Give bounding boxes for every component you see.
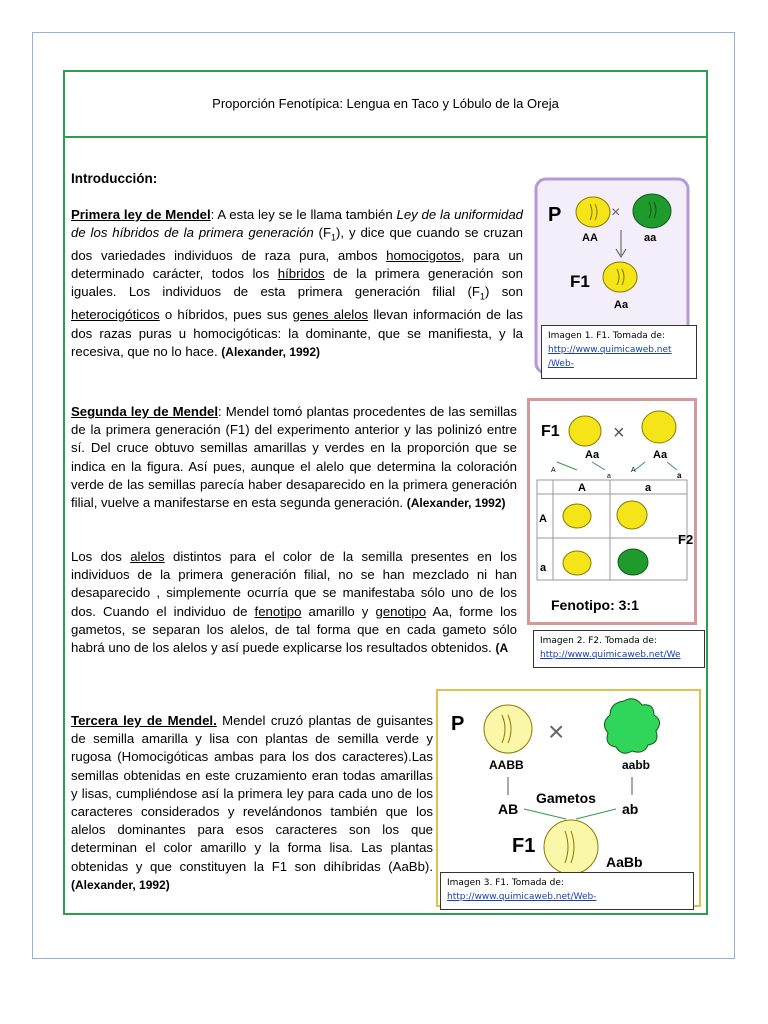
p3-text-3: amarillo y [301, 603, 376, 619]
fig2-col-a: a [645, 482, 652, 494]
fig3-aabb-label: aabb [622, 758, 651, 772]
figure-1-caption [541, 325, 697, 379]
fig2-source-link[interactable]: http://www.quimicaweb.net/We [540, 650, 681, 660]
yellow-seed-icon [563, 504, 591, 528]
green-seed-icon [633, 194, 671, 228]
p1-text-4: , para un determinado carácter, todos los [71, 248, 523, 282]
fig1-source-link[interactable]: http://www.quimicaweb.net [548, 345, 672, 355]
p3-text-1: Los dos [71, 549, 131, 564]
cross-icon: × [613, 422, 625, 444]
first-law-heading: Primera ley de Mendel [71, 207, 211, 222]
p3-citation: (A [495, 641, 509, 656]
fig2-col-A: A [578, 482, 586, 494]
fig1-f1-label: F1 [570, 272, 590, 291]
p2-citation: (Alexander, 1992) [406, 496, 506, 511]
p1-text-8: llevan información de las dos razas puras u homocigóticas: la dominante, que se manifiesta, y la recesiva, que no lo hace. [71, 307, 523, 359]
fig3-gametos: Gametos [536, 790, 596, 806]
yellow-seed-icon [642, 411, 676, 443]
yellow-seed-icon [569, 416, 601, 446]
fig2-fenotipo: Fenotipo: 3:1 [551, 597, 639, 613]
yellow-seed-icon [603, 262, 637, 292]
term-heterocigoticos: heterocigóticos [71, 307, 160, 323]
fig3-p-label: P [451, 713, 465, 735]
figure-3-caption [440, 872, 694, 910]
yellow-round-seed-icon [544, 820, 598, 874]
yellow-seed-icon [617, 501, 647, 529]
document-title-text: Proporción Fenotípica: Lengua en Taco y Lóbulo de la Oreja [212, 95, 559, 111]
paragraph-second-law [71, 403, 517, 512]
fig3-source-link[interactable]: http://www.quimicaweb.net/Web- [447, 892, 597, 902]
paragraph-alelos [71, 548, 517, 657]
fig3-AaBb-label: AaBb [606, 854, 643, 870]
p1-emphasis: Ley de la uniformidad de los híbridos de la primera generación [71, 207, 523, 241]
figure-2-caption [533, 630, 705, 668]
p1-sub-2: 1 [479, 292, 485, 303]
fig2-f2-label: F2 [678, 532, 694, 547]
fig2-f1-label: F1 [541, 423, 560, 440]
term-fenotipo: fenotipo [254, 603, 302, 619]
yellow-seed-icon [576, 197, 610, 227]
fig1-AA-label: AA [582, 232, 598, 244]
fig3-ab-label: ab [622, 801, 639, 817]
cross-icon: × [611, 204, 621, 221]
fig2-gamete-1: A [551, 467, 556, 474]
fig2-caption-text: Imagen 2. F2. Tomada de: [540, 636, 657, 646]
fig1-Aa-label: Aa [614, 299, 629, 311]
yellow-round-seed-icon [484, 705, 532, 753]
yellow-seed-icon [563, 551, 591, 575]
fig2-row-A: A [539, 513, 547, 525]
p4-text-1: Mendel cruzó plantas de guisantes de semilla amarilla y lisa con plantas de semilla verde y rugosa (Homocigóticas ambas para los dos caracteres).Las semillas obtenidas en este cruzamiento eran todas amarillas y lisas, cumpliéndose así la primera ley para cada uno de los caracteres considerados y revelándonos también que los alelos dominantes para esos caracteres son los que determinan el color amarillo y la forma lisa. Las plantas obtenidas y que constituyen la F1 son dihíbridas (AaBb). [71, 713, 434, 874]
fig1-caption-text: Imagen 1. F1. Tomada de: [548, 331, 665, 341]
p1-text-6: ) son [484, 284, 523, 300]
second-law-heading: Segunda ley de Mendel [71, 404, 219, 419]
figure-2 [527, 398, 697, 626]
p1-text-1: : A esta ley se le llama también [210, 207, 397, 222]
term-alelos: alelos [130, 549, 165, 564]
fig2-gamete-2: a [607, 473, 611, 480]
paragraph-third-law [71, 712, 433, 894]
fig2-Aa-right: Aa [653, 449, 668, 461]
fig1-p-label: P [548, 204, 562, 226]
p4-citation: (Alexander, 1992) [71, 877, 170, 892]
third-law-heading: Tercera ley de Mendel. [71, 713, 217, 728]
p1-text-3: ), y dice que cuando se cruzan dos variedades individuos de raza pura, ambos [71, 225, 523, 264]
figure-2-diagram [527, 398, 697, 626]
term-genes-alelos: genes alelos [292, 307, 369, 323]
p3-text-2: distintos para el color de la semilla presentes en los individuos de la primera generación filial, no se han mezclado ni han desaparecido , simplemente ocurría que se manifestaba sólo uno de los dos. Cuando el individuo de [71, 549, 517, 619]
fig3-AB-label: AB [498, 801, 519, 817]
term-homocigotos: homocigotos [386, 248, 461, 264]
document-title [63, 70, 708, 138]
fig1-aa-label: aa [644, 232, 657, 244]
p2-text-1: : Mendel tomó plantas procedentes de las semillas de la primera generación (F1) del experimento anterior y las polinizó entre sí. Del cruce obtuvo semillas amarillas y verdes en la proporción que se indica en la figura. Así pues, aunque el alelo que determina la coloración verde de las semillas parecía haber desaparecido en la primera generación filial, vuelve a manifestarse en esta segunda generación. [71, 404, 517, 511]
fig3-f1-label: F1 [512, 835, 536, 857]
fig2-row-a: a [540, 562, 547, 574]
green-seed-icon [618, 549, 648, 575]
term-genotipo: genotipo [375, 603, 427, 619]
p1-text-7: o híbridos, pues sus [159, 307, 293, 323]
fig2-Aa-left: Aa [585, 449, 600, 461]
fig3-AABB-label: AABB [489, 758, 524, 772]
p3-text-4: Aa, forme los gametos, se separan los alelos, de tal forma que en cada gameto sólo habrá uno de los alelos y así puede explicarse los resultados obtenidos. [71, 603, 517, 656]
cross-icon: × [548, 716, 565, 747]
term-hibridos: híbridos [277, 266, 325, 282]
paragraph-first-law [71, 206, 523, 361]
fig1-source-link-cont[interactable]: /Web- [548, 359, 574, 369]
p1-text-2: (F [313, 225, 332, 241]
p1-citation: (Alexander, 1992) [221, 344, 321, 359]
fig2-gamete-3: A [631, 467, 636, 474]
fig3-caption-text: Imagen 3. F1. Tomada de: [447, 878, 564, 888]
intro-heading: Introducción: [71, 171, 158, 186]
p1-sub-1: 1 [331, 232, 337, 243]
fig2-gamete-4: a [677, 471, 682, 480]
p1-text-5: de la primera generación son iguales. Los individuos de esta primera generación filial (F [71, 266, 523, 300]
